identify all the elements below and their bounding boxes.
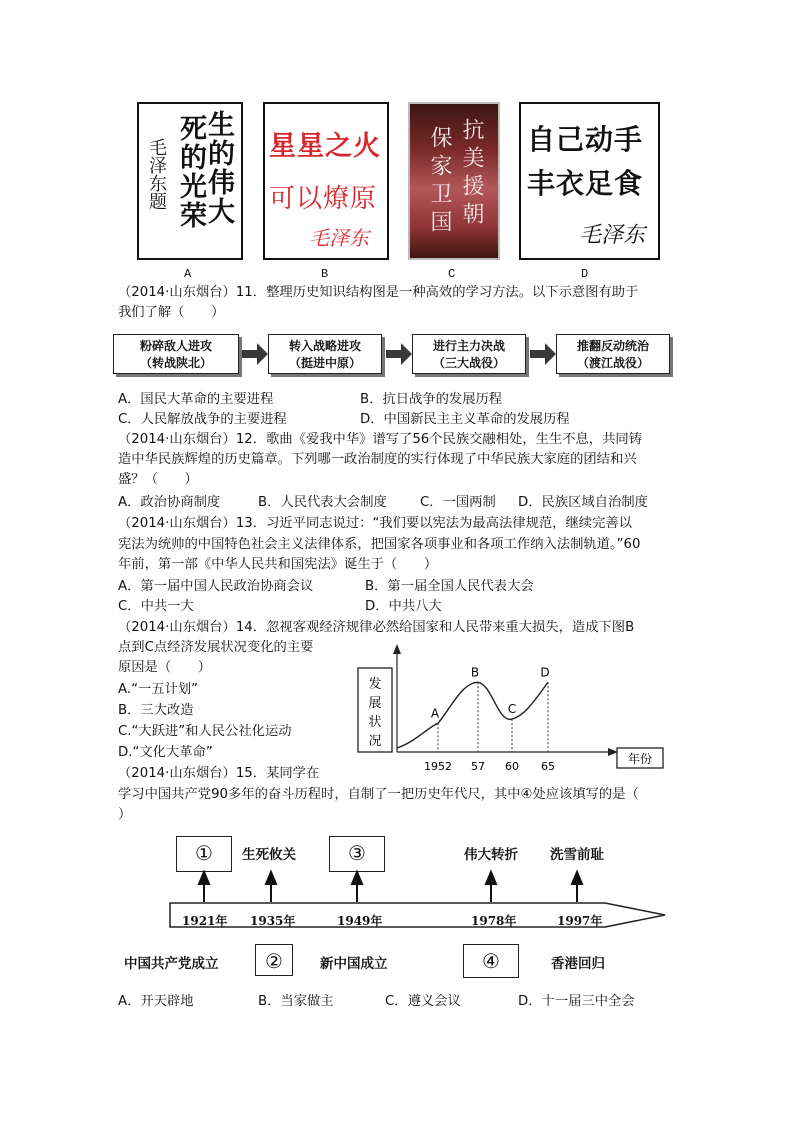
flow-node-4-title: 推翻反动统治 [576, 339, 649, 353]
q15-option-b: B．当家做主 [258, 994, 334, 1009]
q12-option-d: D．民族区域自治制度 [518, 495, 648, 510]
q13-stem-line1: （2014·山东烟台）13．习近平同志说过：“我们要以宪法为最高法律规范，继续完善以 [118, 516, 632, 531]
timeline-label-1935: 生死攸关 [242, 847, 296, 863]
chart-curve [397, 682, 548, 748]
q14-stem-line3: 原因是（ ） [118, 660, 212, 675]
chart-point-label-d: D [540, 665, 550, 680]
chart-tick-label-0: 1952 [424, 760, 452, 773]
flow-node-2-sub: （挺进中原） [288, 356, 361, 370]
q12-option-b: B．人民代表大会制度 [258, 495, 387, 510]
calligraphy-a-line1: 生的伟大 [203, 110, 234, 226]
q15-option-d: D．十一届三中全会 [518, 994, 635, 1009]
timeline-year-1949: 1949年 [337, 914, 383, 928]
flow-node-3-sub: （三大战役） [432, 356, 505, 370]
image-label-a: A [184, 267, 192, 281]
flow-arrow-1 [242, 343, 268, 365]
image-label-c: C [448, 267, 456, 281]
timeline-label-1949: 新中国成立 [320, 956, 388, 972]
timeline-year-1978: 1978年 [471, 914, 517, 928]
q13-option-d: D．中共八大 [365, 599, 442, 614]
chart-point-label-c: C [507, 702, 517, 717]
chart-y-arrowhead [393, 644, 401, 654]
q13-option-c: C．中共一大 [118, 599, 194, 614]
calligraphy-b-signature: 毛泽东 [309, 226, 369, 250]
flow-node-1-sub: （转战陕北） [139, 356, 212, 370]
q13-stem-line2: 宪法为统帅的中国特色社会主义法律体系，把国家各项事业和各项工作纳入法制轨道。”60 [118, 537, 641, 552]
timeline-box-4: ④ [463, 944, 519, 978]
calligraphy-d-signature: 毛泽东 [579, 223, 646, 248]
calligraphy-c-line2: 保家卫国 [427, 126, 452, 238]
timeline-label-hk: 香港回归 [551, 956, 605, 972]
timeline-label-1997: 洗雪前耻 [550, 847, 604, 863]
timeline-year-1921: 1921年 [182, 914, 228, 928]
q11-stem-line1: （2014·山东烟台）11．整理历史知识结构图是一种高效的学习方法。以下示意图有助于 [118, 285, 639, 300]
image-label-d: D [581, 267, 589, 281]
chart-point-label-b: B [470, 665, 480, 680]
calligraphy-b-line2: 可以燎原 [269, 184, 378, 214]
calligraphy-a-signature: 毛泽东题 [146, 138, 167, 210]
q14-stem-line2: 点到C点经济发展状况变化的主要 [118, 640, 314, 655]
flow-arrow-2 [386, 343, 412, 365]
timeline-year-1935: 1935年 [250, 914, 296, 928]
flow-node-4-sub: （渡江战役） [576, 356, 649, 370]
q11-stem-line2: 我们了解（ ） [118, 305, 225, 320]
chart-ylabel-1: 展 [368, 696, 382, 711]
q13-option-a: A．第一届中国人民政治协商会议 [118, 579, 314, 594]
q14-option-b: B．三大改造 [118, 703, 194, 718]
calligraphy-d-line2: 丰衣足食 [527, 167, 644, 200]
chart-tick-label-2: 60 [505, 760, 519, 773]
q14-option-c: C.“大跃进”和人民公社化运动 [118, 724, 292, 739]
chart-tick-label-1: 57 [471, 760, 485, 773]
q15-stem-line1: （2014·山东烟台）15．某同学在 [118, 766, 320, 781]
calligraphy-c-line1: 抗美援朝 [459, 118, 484, 230]
q15-option-a: A．开天辟地 [118, 994, 194, 1009]
timeline-year-1997: 1997年 [557, 914, 603, 928]
flow-node-3-title: 进行主力决战 [432, 339, 505, 353]
q12-stem-line2: 造中华民族辉煌的历史篇章。下列哪一政治制度的实行体现了中华民族大家庭的团结和兴 [118, 452, 637, 467]
q15-stem-line2: 学习中国共产党90多年的奋斗历程时，自制了一把历史年代尺，其中④处应该填写的是（ [118, 787, 639, 802]
calligraphy-d-line1: 自己动手 [527, 123, 644, 156]
q15-option-c: C．遵义会议 [385, 994, 461, 1009]
q15-stem-line3: ） [118, 807, 132, 822]
chart-tick-label-3: 65 [541, 760, 555, 773]
q13-option-b: B．第一届全国人民代表大会 [365, 579, 534, 594]
q11-option-d: D．中国新民主主义革命的发展历程 [360, 412, 570, 427]
q12-option-c: C．一国两制 [420, 495, 496, 510]
chart-point-label-a: A [430, 706, 440, 721]
q12-option-a: A．政治协商制度 [118, 495, 221, 510]
q12-stem-line1: （2014·山东烟台）12．歌曲《爱我中华》谱写了56个民族交融相处，生生不息，共同铸 [118, 432, 642, 447]
timeline-label-1921: 中国共产党成立 [124, 956, 219, 972]
chart-ylabel-3: 况 [368, 734, 382, 749]
flow-arrows [0, 0, 794, 400]
image-label-b: B [321, 267, 329, 281]
q14-option-d: D.“文化大革命” [118, 745, 213, 760]
timeline-box-3: ③ [329, 836, 385, 872]
chart-xlabel: 年份 [627, 752, 653, 766]
q11-option-b: B．抗日战争的发展历程 [360, 392, 503, 407]
flow-node-2-title: 转入战略进攻 [288, 339, 361, 353]
timeline-label-1978: 伟大转折 [464, 847, 518, 863]
flow-arrow-3 [530, 343, 556, 365]
q13-stem-line3: 年前，第一部《中华人民共和国宪法》诞生于（ ） [118, 557, 438, 572]
q14-stem-line1: （2014·山东烟台）14．忽视客观经济规律必然给国家和人民带来重大损失，造成下图B [118, 620, 635, 635]
economic-development-chart [350, 640, 670, 780]
timeline-box-2: ② [255, 944, 293, 976]
q11-option-a: A．国民大革命的主要进程 [118, 392, 274, 407]
timeline-ruler [0, 860, 794, 950]
calligraphy-b-line1: 星星之火 [269, 131, 381, 162]
calligraphy-a-line2: 死的光荣 [175, 114, 206, 230]
chart-ylabel-0: 发 [368, 677, 382, 692]
timeline-box-1: ① [176, 836, 232, 872]
flow-node-1-title: 粉碎敌人进攻 [139, 339, 212, 353]
q14-option-a: A.“一五计划” [118, 682, 199, 697]
q12-stem-line3: 盛？（ ） [118, 472, 198, 487]
chart-ylabel-2: 状 [368, 715, 382, 730]
q11-option-c: C．人民解放战争的主要进程 [118, 412, 287, 427]
